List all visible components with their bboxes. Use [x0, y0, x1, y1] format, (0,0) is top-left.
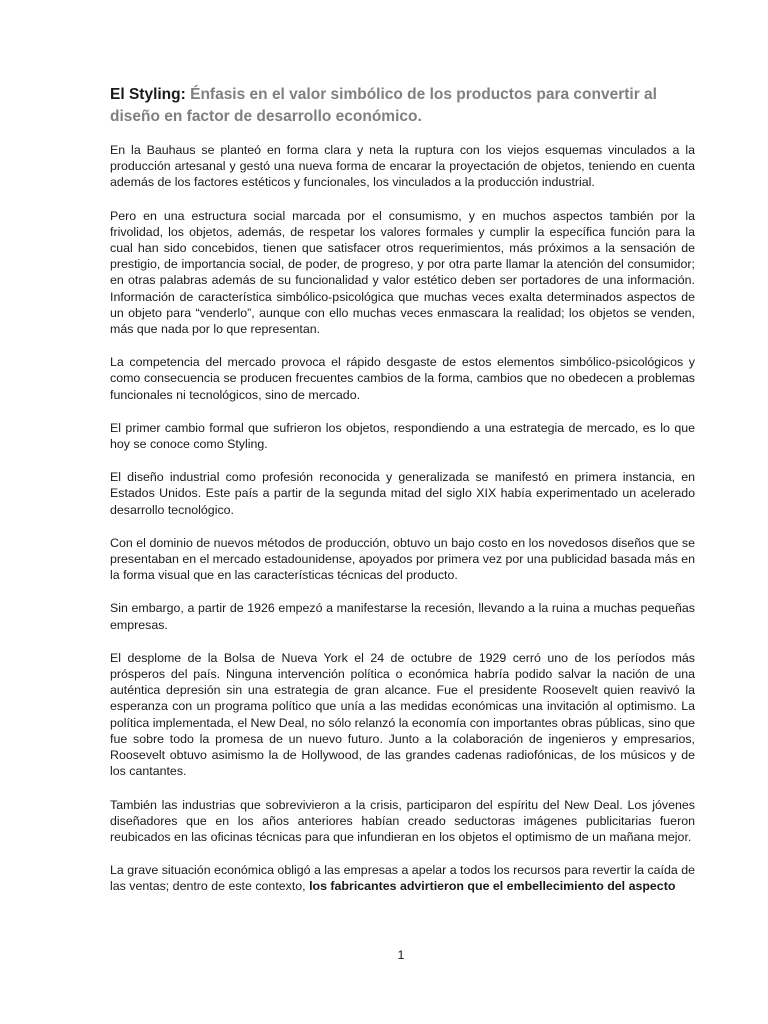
- paragraph-consumismo: Pero en una estructura social marcada por el consumismo, y en muchos aspectos también por la frivolidad, los objetos, además, de respetar los valores formales y cumplir la específica función para la cual han sido concebidos, tienen que satisfacer otros requerimientos, más próximos a la sensación de prestigio, de importancia social, de poder, de progreso, y por otra parte llamar la atención del consumidor; en otras palabras además de su funcionalidad y valor estético deben ser portadores de una información. Información de característica simbólico-psicológica que muchas veces exalta determinados aspectos de un objeto para “venderlo”, aunque con ello muchas veces enmascara la realidad; los objetos se venden, más que nada por lo que representan.: [110, 208, 695, 337]
- paragraph-text: La grave situación económica obligó a las empresas a apelar a todos los recursos para revertir la caída de las ventas; dentro de este contexto,: [110, 863, 695, 894]
- paragraph-industrias: También las industrias que sobrevivieron a la crisis, participaron del espíritu del New Deal. Los jóvenes diseñadores que en los años anteriores habían creado seductoras imágenes publicitarias fueron reubicados en las oficinas técnicas para que infundieran en los objetos el optimismo de un mañana mejor.: [110, 797, 695, 844]
- document-page: [110, 84, 695, 912]
- paragraph-recesion: Sin embargo, a partir de 1926 empezó a manifestarse la recesión, llevando a la ruina a muchas pequeñas empresas.: [110, 601, 695, 632]
- paragraph-diseno-industrial: El diseño industrial como profesión reconocida y generalizada se manifestó en primera instancia, en Estados Unidos. Este país a partir de la segunda mitad del siglo XIX había experimentado un acelerado desarrollo tecnológico.: [110, 470, 695, 517]
- paragraph-situacion-economica: [110, 862, 695, 894]
- paragraph-new-deal: El desplome de la Bolsa de Nueva York el 24 de octubre de 1929 cerró uno de los períodos más prósperos del país. Ninguna intervención política o económica habría podido salvar la nación de una auténtica depresión sin una estrategia de gran alcance. Fue el presidente Roosevelt quien reavivó la esperanza con un programa político que unía a las medidas económicas una invitación al optimismo. La política implementada, el New Deal, no sólo relanzó la economía con importantes obras públicas, sino que fue sobre todo la promesa de un nuevo futuro. Junto a la colaboración de ingenieros y empresarios, Roosevelt obtuvo asimismo la de Hollywood, de las grandes cadenas radiofónicas, de los músicos y de los cantantes.: [110, 650, 695, 779]
- paragraph-styling: El primer cambio formal que sufrieron los objetos, respondiendo a una estrategia de mercado, es lo que hoy se conoce como Styling.: [110, 420, 695, 452]
- paragraph-metodos-produccion: Con el dominio de nuevos métodos de producción, obtuvo un bajo costo en los novedosos diseños que se presentaban en el mercado estadounidense, apoyados por primera vez por una publicidad basada más en la forma visual que en las características técnicas del producto.: [110, 535, 695, 583]
- paragraph-bauhaus: En la Bauhaus se planteó en forma clara y neta la ruptura con los viejos esquemas vinculados a la producción artesanal y gestó una nueva forma de encarar la proyectación de objetos, teniendo en cuenta además de los factores estéticos y funcionales, los vinculados a la producción industrial.: [110, 143, 695, 190]
- paragraph-competencia: La competencia del mercado provoca el rápido desgaste de estos elementos simbólico-psicológicos y como consecuencia se producen frecuentes cambios de la forma, cambios que no obedecen a problemas funcionales ni tecnológicos, sino de mercado.: [110, 355, 695, 402]
- heading-subtitle: Énfasis en el valor simbólico de los productos para convertir al diseño en factor de desarrollo económico.: [110, 86, 657, 125]
- section-heading: [110, 84, 695, 128]
- page-number: 1: [397, 948, 405, 962]
- paragraph-emphasis: los fabricantes advirtieron que el embellecimiento del aspecto: [309, 879, 676, 894]
- heading-lead: El Styling:: [110, 86, 186, 103]
